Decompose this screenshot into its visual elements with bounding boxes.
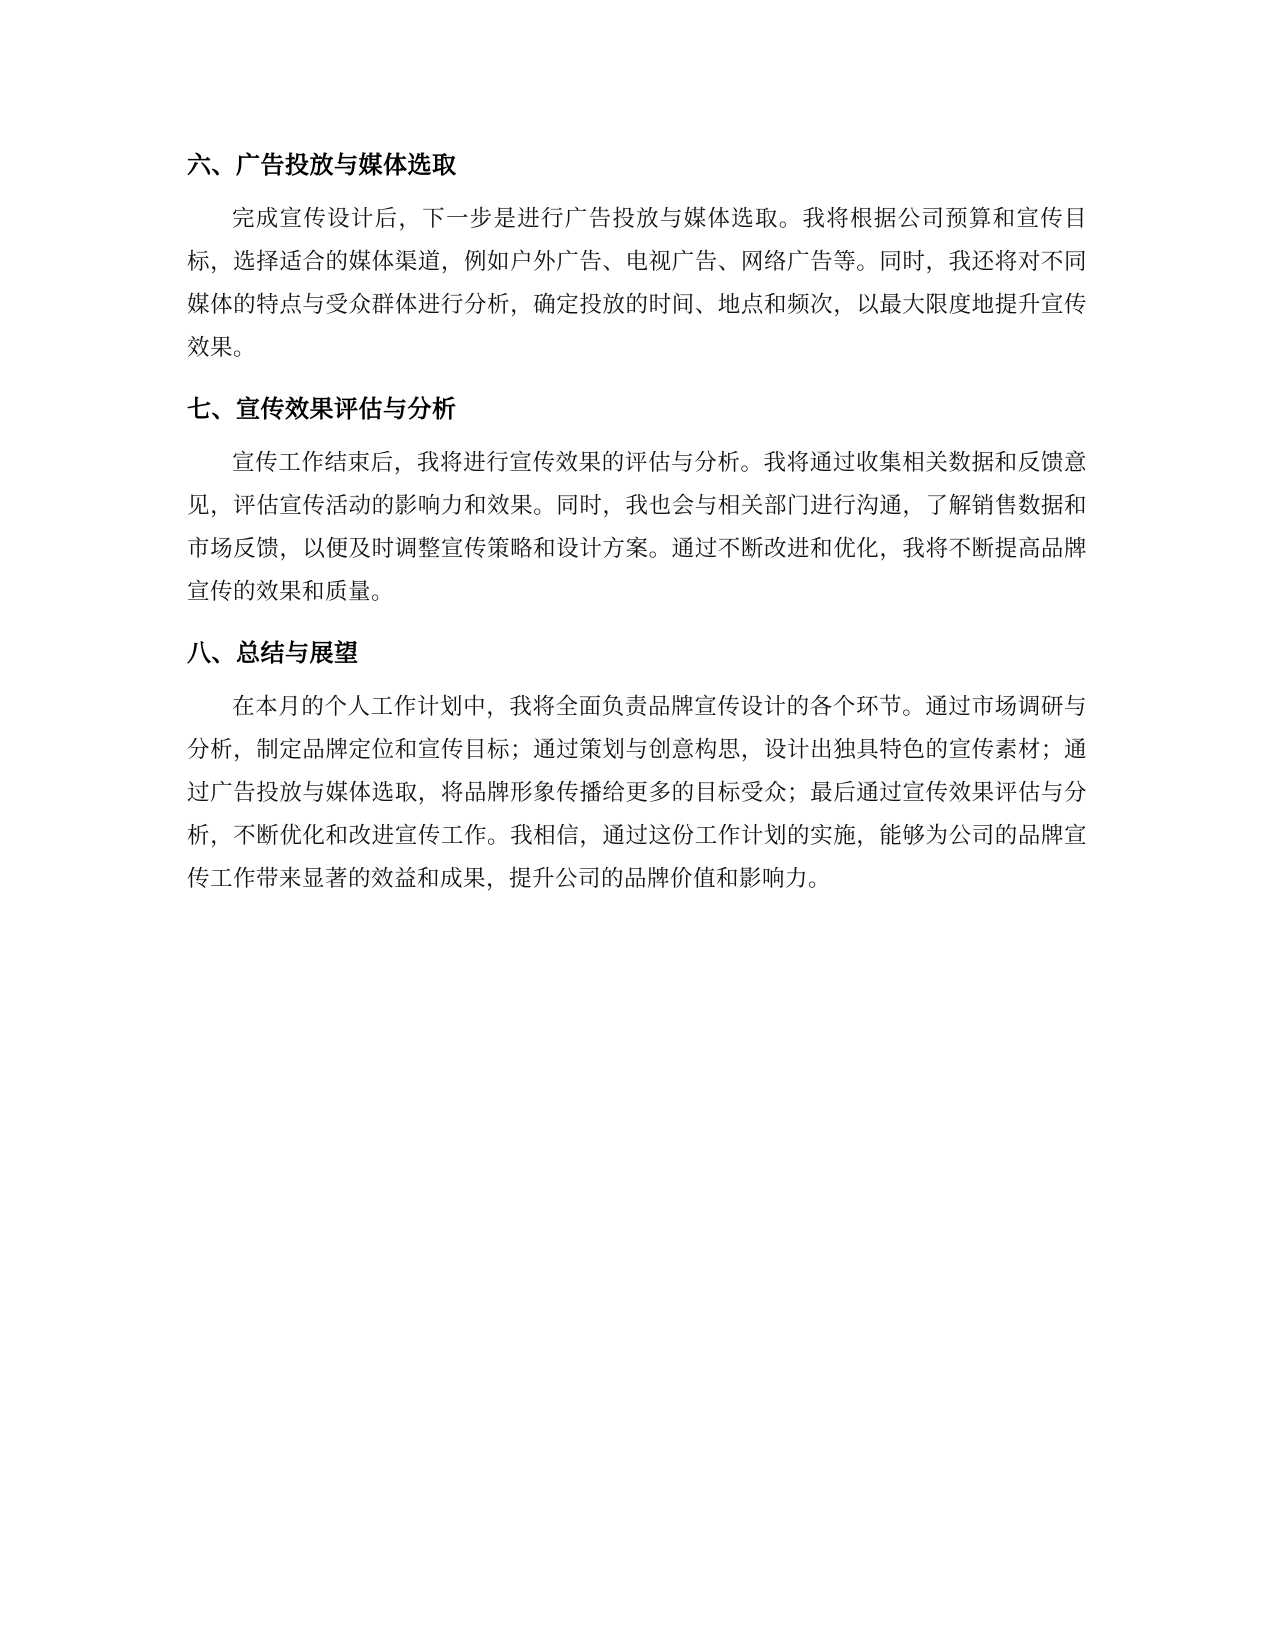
document-body [187,148,1087,923]
section-summary-outlook [187,636,1087,901]
section-heading: 八、总结与展望 [187,639,359,667]
section-paragraph: 完成宣传设计后，下一步是进行广告投放与媒体选取。我将根据公司预算和宣传目标，选择适合的媒体渠道，例如户外广告、电视广告、网络广告等。同时，我还将对不同媒体的特点与受众群体进行分析，确定投放的时间、地点和频次，以最大限度地提升宣传效果。 [187,206,1087,361]
section-paragraph: 在本月的个人工作计划中，我将全面负责品牌宣传设计的各个环节。通过市场调研与分析，制定品牌定位和宣传目标；通过策划与创意构思，设计出独具特色的宣传素材；通过广告投放与媒体选取，将品牌形象传播给更多的目标受众；最后通过宣传效果评估与分析，不断优化和改进宣传工作。我相信，通过这份工作计划的实施，能够为公司的品牌宣传工作带来显著的效益和成果，提升公司的品牌价值和影响力。 [187,694,1087,892]
section-heading: 七、宣传效果评估与分析 [187,395,457,423]
section-paragraph: 宣传工作结束后，我将进行宣传效果的评估与分析。我将通过收集相关数据和反馈意见，评估宣传活动的影响力和效果。同时，我也会与相关部门进行沟通，了解销售数据和市场反馈，以便及时调整宣传策略和设计方案。通过不断改进和优化，我将不断提高品牌宣传的效果和质量。 [187,450,1087,605]
section-effect-evaluation [187,392,1087,614]
section-ad-placement [187,148,1087,370]
section-heading: 六、广告投放与媒体选取 [187,151,457,179]
